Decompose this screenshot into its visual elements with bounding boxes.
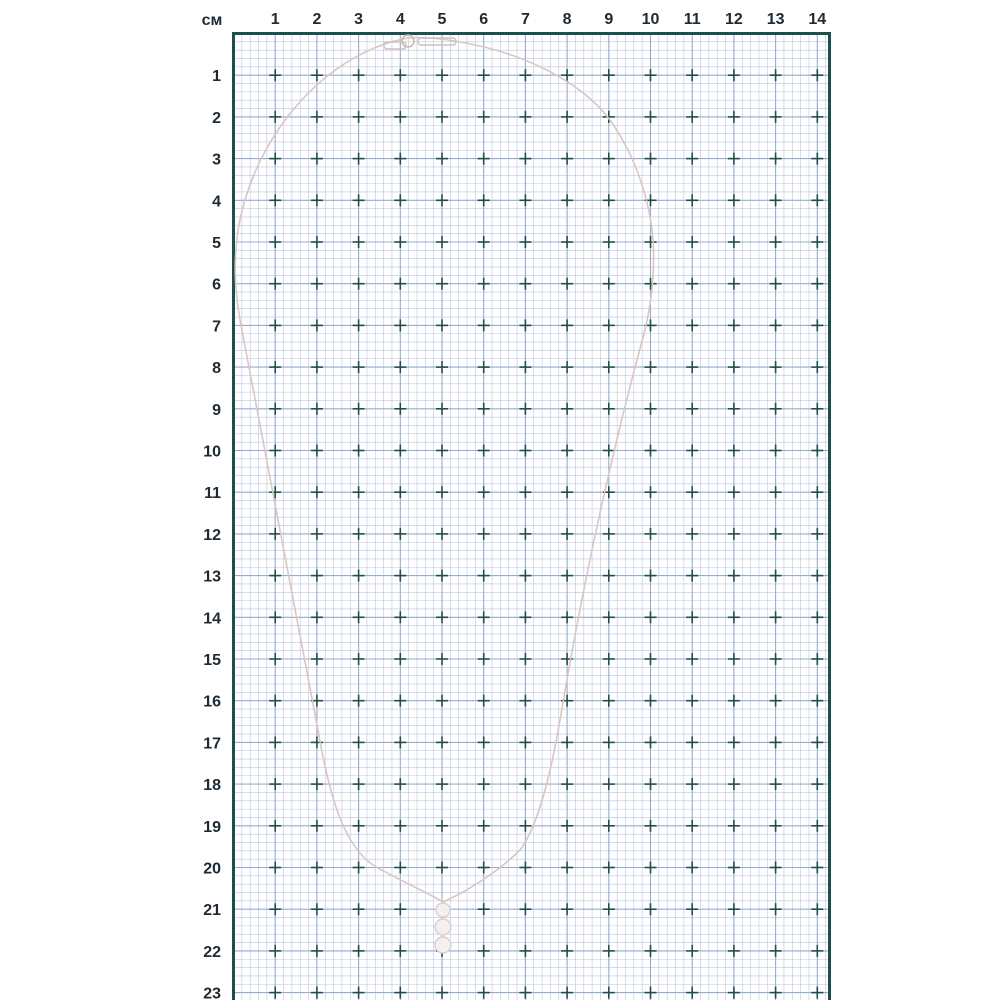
row-label: 5 bbox=[212, 235, 221, 252]
unit-label: см bbox=[201, 12, 223, 29]
column-label: 3 bbox=[354, 11, 364, 28]
column-label: 8 bbox=[562, 11, 572, 28]
row-label: 23 bbox=[203, 985, 221, 1000]
column-label: 2 bbox=[312, 11, 322, 28]
row-label: 3 bbox=[212, 151, 221, 169]
row-label: 6 bbox=[212, 276, 221, 294]
row-label: 16 bbox=[203, 693, 221, 711]
row-label: 18 bbox=[203, 777, 221, 795]
column-label: 13 bbox=[766, 11, 785, 28]
row-label: 17 bbox=[203, 735, 221, 753]
row-label: 11 bbox=[204, 485, 221, 503]
column-label: 11 bbox=[683, 11, 701, 28]
row-label: 20 bbox=[203, 860, 221, 878]
column-label: 6 bbox=[479, 11, 489, 28]
row-label: 14 bbox=[203, 610, 221, 628]
column-label: 4 bbox=[395, 11, 405, 28]
row-label: 1 bbox=[212, 68, 221, 86]
row-label: 21 bbox=[203, 902, 221, 920]
column-label: 10 bbox=[641, 11, 660, 28]
row-label: 15 bbox=[203, 652, 221, 669]
row-label: 2 bbox=[212, 109, 221, 127]
row-label: 4 bbox=[212, 193, 221, 211]
column-label: 7 bbox=[520, 11, 530, 28]
row-label: 7 bbox=[212, 318, 221, 336]
row-label: 12 bbox=[203, 526, 221, 544]
column-label: 12 bbox=[725, 11, 743, 28]
row-label: 10 bbox=[203, 443, 221, 461]
row-label: 8 bbox=[212, 360, 221, 378]
row-label: 13 bbox=[203, 568, 221, 586]
column-label: 14 bbox=[808, 11, 827, 28]
column-label: 9 bbox=[604, 11, 614, 28]
row-label: 19 bbox=[203, 818, 221, 836]
column-label: 5 bbox=[437, 11, 447, 28]
pendant-icon bbox=[435, 903, 451, 953]
column-label: 1 bbox=[270, 11, 280, 28]
row-label: 22 bbox=[203, 943, 221, 961]
row-label: 9 bbox=[212, 401, 221, 419]
